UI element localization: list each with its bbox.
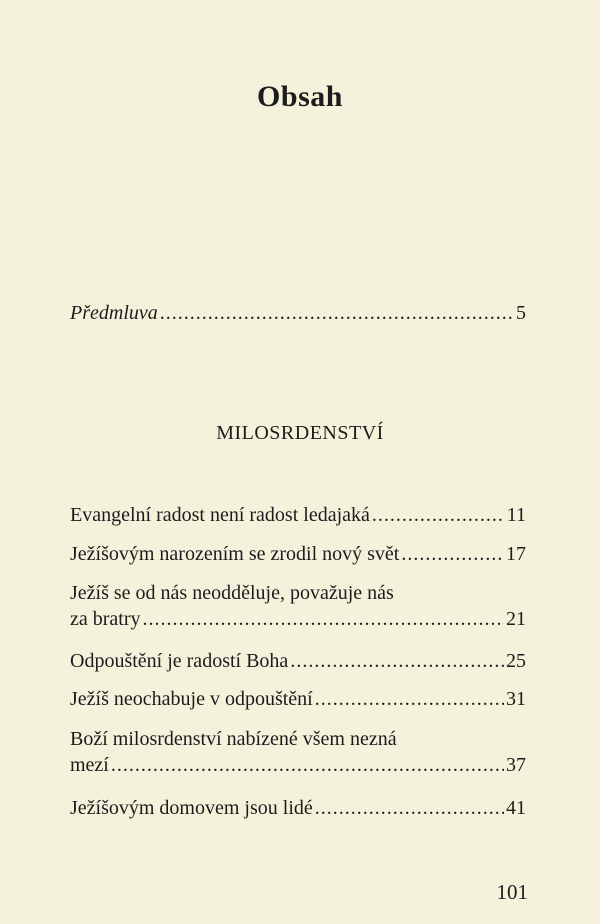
dot-leader [290, 648, 504, 674]
section-title: MILOSRDENSTVÍ [216, 422, 384, 444]
toc-entry-page: 21 [506, 608, 526, 630]
toc-entry-title: Odpouštění je radostí Boha [70, 650, 289, 672]
page-title: Obsah [257, 80, 343, 113]
toc-entry-title: Ježíšovým domovem jsou lidé [70, 797, 313, 819]
dot-leader [143, 606, 504, 632]
toc-entry [70, 541, 526, 567]
toc-entry-page: 41 [506, 797, 526, 819]
toc-entry-title: Boží milosrdenství nabízené všem nezná [70, 728, 397, 750]
toc-entry [70, 686, 526, 712]
toc-entry [70, 580, 526, 632]
toc-entry-page: 37 [506, 754, 526, 776]
toc-entry-page: 25 [506, 650, 526, 672]
toc-entry-title: Evangelní radost není radost ledajaká [70, 504, 370, 526]
dot-leader [315, 686, 504, 712]
toc-entry [70, 648, 526, 674]
toc-entry-title: Ježíš se od nás neodděluje, považuje nás [70, 582, 394, 604]
toc-entry [70, 795, 526, 821]
dot-leader [160, 300, 514, 326]
toc-entry [70, 502, 526, 528]
toc-entry-page: 5 [516, 302, 526, 324]
toc-entry-title: Ježíšovým narozením se zrodil nový svět [70, 543, 400, 565]
toc-entry-page: 17 [506, 543, 526, 565]
toc-entry-title-continued: za bratry [70, 608, 141, 630]
dot-leader [401, 541, 504, 567]
toc-entry-title-continued: mezí [70, 754, 109, 776]
toc-entry-preface [70, 300, 526, 326]
page-number: 101 [496, 880, 528, 904]
dot-leader [111, 752, 504, 778]
toc-entry [70, 726, 526, 778]
dot-leader [315, 795, 504, 821]
toc-entry-page: 11 [506, 504, 526, 526]
toc-entry-title: Předmluva [70, 302, 158, 324]
dot-leader [372, 502, 505, 528]
toc-entry-title: Ježíš neochabuje v odpouštění [70, 688, 313, 710]
toc-entry-page: 31 [506, 688, 526, 710]
